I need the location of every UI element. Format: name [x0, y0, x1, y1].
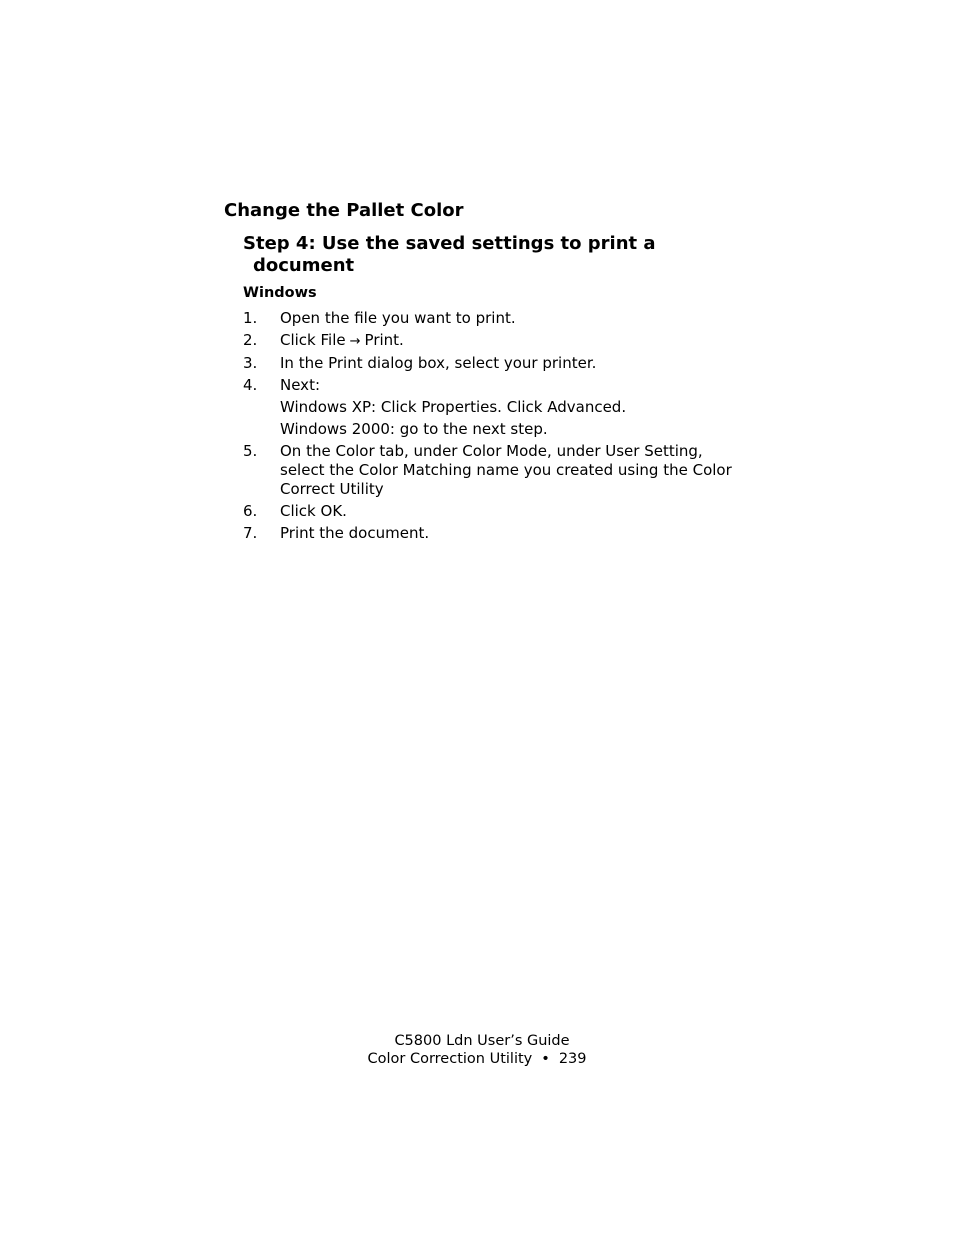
step-title-line2: document: [253, 255, 355, 276]
item-text: Next:: [280, 376, 320, 394]
list-item: [243, 331, 743, 351]
item-number: 2.: [243, 331, 258, 349]
item-number: 7.: [243, 524, 258, 542]
footer-separator: •: [541, 1051, 550, 1067]
page-footer: [0, 1032, 954, 1068]
step-title-line1: Step 4: Use the saved settings to print a: [243, 233, 656, 254]
list-item: [243, 502, 743, 521]
list-item: [243, 376, 743, 439]
item-text-after: Print.: [364, 331, 404, 349]
item-number: 6.: [243, 502, 258, 520]
windows-heading: Windows: [243, 285, 317, 301]
item-number: 1.: [243, 309, 258, 327]
item-text: On the Color tab, under Color Mode, under User Setting, select the Color Matching name you created using the Color Correct Utility: [280, 442, 732, 498]
footer-guide-title: C5800 Ldn User’s Guide: [394, 1033, 570, 1049]
section-title: Change the Pallet Color: [224, 200, 464, 221]
sub-item-windows-2000: Windows 2000: go to the next step.: [280, 420, 548, 438]
step-title: [243, 233, 723, 277]
footer-chapter: Color Correction Utility: [367, 1051, 533, 1067]
item-number: 4.: [243, 376, 258, 394]
item-number: 3.: [243, 354, 258, 372]
footer-page-number: 239: [558, 1051, 587, 1067]
right-arrow-icon: →: [349, 334, 361, 349]
item-text-before: Click File: [280, 331, 346, 349]
list-item: [243, 354, 743, 373]
list-item: [243, 524, 743, 543]
item-text: In the Print dialog box, select your printer.: [280, 354, 597, 372]
sub-item-windows-xp: Windows XP: Click Properties. Click Advanced.: [280, 398, 627, 416]
list-item: [243, 442, 743, 499]
instruction-list: [243, 309, 743, 546]
item-number: 5.: [243, 442, 258, 460]
list-item: [243, 309, 743, 328]
item-text: Open the file you want to print.: [280, 309, 516, 327]
item-text: Print the document.: [280, 524, 430, 542]
item-text: Click OK.: [280, 502, 347, 520]
